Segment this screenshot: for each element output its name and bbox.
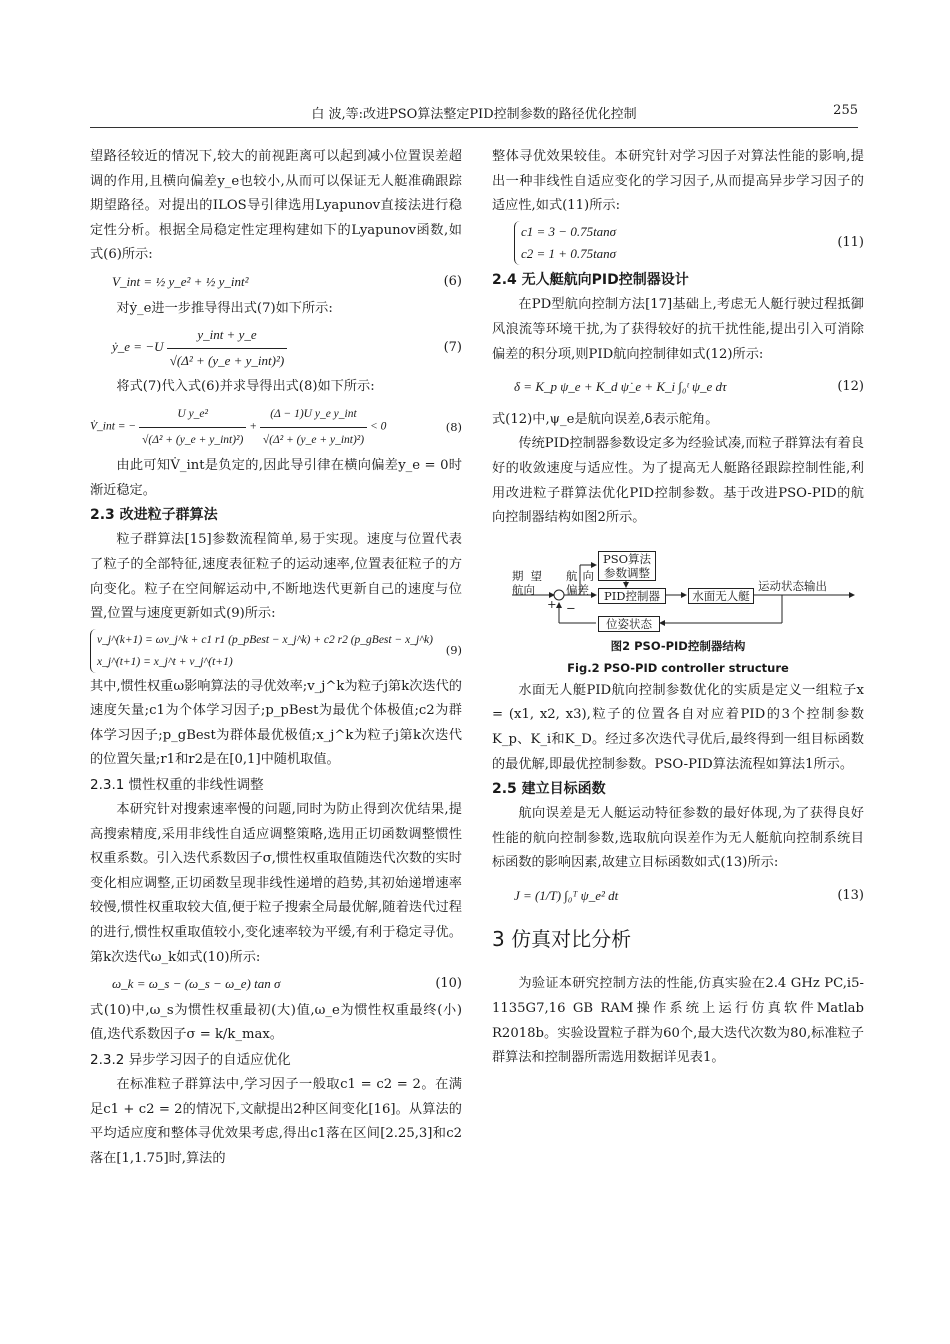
section-heading: 2.3 改进粒子群算法 <box>90 507 218 524</box>
chapter-heading: 3 仿真对比分析 <box>492 927 632 952</box>
figure-2-diagram <box>492 543 864 635</box>
eq8-lhs: V̇_int = − <box>90 420 137 433</box>
paragraph: 对ẏ_e进一步推导得出式(7)如下所示: <box>116 300 333 316</box>
paragraph: 水面无人艇PID航向控制参数优化的实质是定义一组粒子x = (x1, x2, x3),粒子的位置各自对应着PID的3个控制参数K_p、K_i和K_D。经过多次迭代寻优后,最终得到一组目标函数的最优解,即最优控制参数。PSO-PID算法流程如算法1所示。 <box>492 682 864 772</box>
paragraph: 其中,惯性权重ω影响算法的寻优效率;v_j^k为粒子j第k次迭代的速度矢量;c1为个体学习因子;p_pBest为最优个体极值;c2为群体学习因子;p_gBest为群体最优极值;x_j^k为粒子j第k次迭代的位置矢量;r1和r2是在[0,1]中随机取值。 <box>90 678 462 768</box>
header-rule <box>90 127 858 128</box>
eq12-body: δ = K_p ψ_e + K_d ψ̇_e + K_i ∫₀ᵗ ψ_e dτ <box>514 379 727 395</box>
paragraph: 为验证本研究控制方法的性能,仿真实验在2.4 GHz PC,i5-1135G7,16 GB RAM操作系统上运行仿真软件Matlab R2018b。实验设置粒子群为60个,最大迭代次数为80,标准粒子群算法和控制器所需选用数据详见表1。 <box>492 976 864 1066</box>
desired-heading-label: 期望航向 <box>512 568 542 597</box>
usv-box: 水面无人艇 <box>688 588 754 604</box>
running-header <box>90 103 858 125</box>
paragraph: 粒子群算法[15]参数流程简单,易于实现。速度与位置代表了粒子的全部特征,速度表征粒子的运动速率,位置表征粒子的方向变化。粒子在空间解运动中,不断地迭代更新自己的速度与位置,位置与速度更新如式(9)所示: <box>90 532 462 622</box>
paragraph: 传统PID控制器参数设定多为经验试凑,而粒子群算法有着良好的收敛速度与适应性。为了提高无人艇路径跟踪控制性能,利用改进粒子群算法优化PID控制参数。基于改进PSO-PID的航向控制器结构如图2所示。 <box>492 436 864 526</box>
minus-sign: − <box>566 600 576 615</box>
paragraph: 由此可知V̇_int是负定的,因此导引律在横向偏差y_e = 0时渐近稳定。 <box>90 458 462 498</box>
equation-8: V̇_int = − $\frac{\text{U y\_e²}}{\text{√(Δ² + (y\_e + y\_int)²)}}$ + $\frac{\text{(Δ − 1)U y\_e y\_int}}{\text{√(Δ² + (y\_e + y\_int)²)}}$ < 0 (8) <box>90 402 462 452</box>
numerator: y_int + y_e <box>197 327 257 343</box>
equation-9 <box>90 629 462 673</box>
equation-7 <box>90 323 462 373</box>
running-title: 白 波,等:改进PSO算法整定PID控制参数的路径优化控制 <box>311 107 637 122</box>
paragraph: 整体寻优效果较佳。本研究针对学习因子对算法性能的影响,提出一种非线性自适应变化的学习因子,从而提高异步学习因子的适应性,如式(11)所示: <box>492 149 864 214</box>
numerator: U y_e² <box>177 407 208 420</box>
left-column <box>90 145 462 1171</box>
eq8-tail: < 0 <box>369 420 387 433</box>
eq9-line-2: x_j^(t+1) = x_j^t + v_j^(t+1) <box>97 655 233 668</box>
equation-number: (6) <box>443 273 462 289</box>
eq11-line-1: c1 = 3 − 0.75tanσ <box>521 223 617 239</box>
denominator: √(Δ² + (y_e + y_int)²) <box>167 348 287 374</box>
equation-number: (8) <box>445 419 462 434</box>
eq7-lhs: ẏ_e = −U <box>112 339 164 355</box>
eq8-fraction-1 <box>139 402 246 452</box>
eq7-fraction <box>167 323 287 373</box>
figure-caption-en: Fig.2 PSO-PID controller structure <box>567 660 789 675</box>
equation-10 <box>90 972 462 997</box>
paragraph: 在标准粒子群算法中,学习因子一般取c1 = c2 = 2。在满足c1 + c2 = 2的情况下,文献提出2种区间变化[16]。从算法的平均适应度和整体寻优效果考虑,得出c1落在区间[2.25,3]和c2落在[1,1.75]时,算法的 <box>90 1077 462 1166</box>
equation-number: (13) <box>837 887 864 903</box>
denominator: √(Δ² + (y_e + y_int)²) <box>260 427 367 453</box>
equation-13 <box>492 884 864 909</box>
paragraph: 在PD型航向控制方法[17]基础上,考虑无人艇行驶过程抵御风浪流等环境干扰,为了获得较好的抗干扰性能,提出引入可消除偏差的积分项,则PID航向控制律如式(12)所示: <box>492 297 864 362</box>
equation-number: (10) <box>435 976 462 992</box>
subsection-heading: 2.3.1 惯性权重的非线性调整 <box>90 777 264 794</box>
numerator: (Δ − 1)U y_e y_int <box>270 407 357 420</box>
section-heading: 2.4 无人艇航向PID控制器设计 <box>492 272 689 289</box>
equation-number: (12) <box>837 379 864 395</box>
paragraph: 式(10)中,ω_s为惯性权重最初(大)值,ω_e为惯性权重最终(小)值,迭代系数因子σ = k/k_max。 <box>90 1002 462 1043</box>
eq11-cases <box>514 221 616 265</box>
eq8-fraction-2 <box>260 402 367 452</box>
plus-sign: + <box>547 596 557 611</box>
eq10-body: ω_k = ω_s − (ω_s − ω_e) tan σ <box>112 976 281 992</box>
paragraph: 本研究针对搜索速率慢的问题,同时为防止得到次优结果,提高搜索精度,采用非线性自适应调整策略,选用正切函数调整惯性权重系数。引入迭代系数因子σ,惯性权重取值随迭代次数的实时变化相应调整,正切函数呈现非线性递增的趋势,其初始递增速率较慢,惯性权重取较大值,便于粒子搜索全局最优解,随着迭代过程的进行,惯性权重取值较小,变化速率较为平缓,有利于稳定寻优。第k次迭代ω_k如式(10)所示: <box>90 802 462 965</box>
equation-6 <box>90 270 462 295</box>
right-column <box>492 145 864 1071</box>
paragraph: 将式(7)代入式(6)并求导得出式(8)如下所示: <box>116 379 375 395</box>
output-label: 运动状态输出 <box>758 578 827 593</box>
paragraph: 航向误差是无人艇运动特征参数的最好体现,为了获得良好性能的航向控制参数,选取航向误差作为无人艇航向控制系统目标函数的影响因素,故建立目标函数如式(13)所示: <box>492 806 864 871</box>
eq6-rhs: ½ y_e² + ½ y_int² <box>155 273 249 289</box>
heading-deviation-label: 航向偏差 <box>566 568 594 597</box>
equation-number: (9) <box>445 643 462 658</box>
page-number: 255 <box>833 103 858 118</box>
subsection-heading: 2.3.2 异步学习因子的自适应优化 <box>90 1052 291 1068</box>
eq6-lhs: V_int = <box>112 273 153 289</box>
section-heading: 2.5 建立目标函数 <box>492 781 606 798</box>
denominator: √(Δ² + (y_e + y_int)²) <box>139 427 246 453</box>
attitude-box: 位姿状态 <box>598 616 660 632</box>
pso-tuning-box: PSO算法参数调整 <box>598 551 656 581</box>
eq9-cases <box>90 629 433 673</box>
eq13-body: J = (1/T) ∫₀ᵀ ψ_e² dt <box>514 887 619 903</box>
figure-caption-cn: 图2 PSO-PID控制器结构 <box>610 638 746 653</box>
paragraph: 望路径较近的情况下,较大的前视距离可以起到减小位置误差超调的作用,且横向偏差y_e也较小,从而可以保证无人艇准确跟踪期望路径。对提出的ILOS导引律选用Lyapunov直接法进行稳定性分析。根据全局稳定性定理构建如下的Lyapunov函数,如式(6)所示: <box>90 149 462 263</box>
eq11-line-2: c2 = 1 + 0.75tanσ <box>521 245 617 261</box>
eq9-line-1: v_j^(k+1) = ωv_j^k + c1 r1 (p_pBest − x_j^k) + c2 r2 (p_gBest − x_j^k) <box>97 633 433 646</box>
pid-controller-box: PID控制器 <box>598 588 666 604</box>
equation-number: (7) <box>443 339 462 355</box>
equation-11 <box>492 221 864 267</box>
paragraph: 式(12)中,ψ_e是航向误差,δ表示舵角。 <box>492 411 719 427</box>
equation-number: (11) <box>837 235 864 251</box>
equation-12 <box>492 375 864 400</box>
